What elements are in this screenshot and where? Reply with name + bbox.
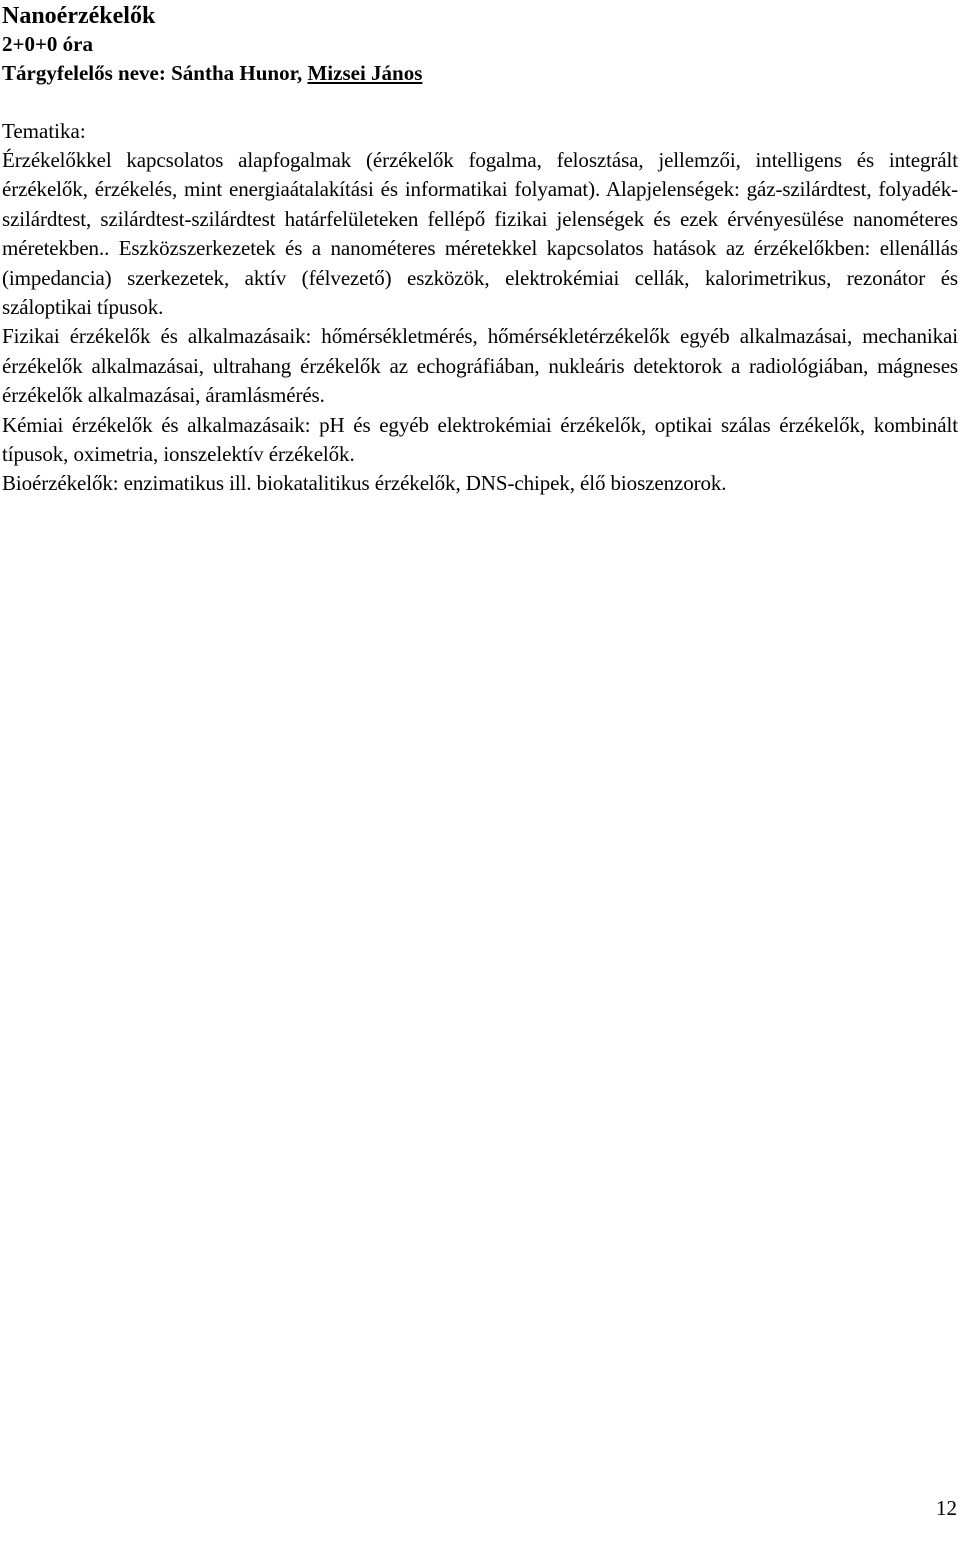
section-spacer	[2, 88, 958, 117]
responsible-underlined-name: Mizsei János	[307, 61, 423, 85]
course-title: Nanoérzékelők	[2, 3, 156, 29]
topic-paragraph-chemical-sensors: Kémiai érzékelők és alkalmazásaik: pH és egyéb elektrokémiai érzékelők, optikai szálas érzékelők, kombinált típusok, oximetria, ionszelektív érzékelők.	[2, 412, 958, 467]
responsible-label: Tárgyfelelős neve: Sántha Hunor,	[2, 61, 308, 85]
topic-paragraph-biosensors: Bioérzékelők: enzimatikus ill. biokatalitikus érzékelők, DNS-chipek, élő bioszenzorok.	[2, 471, 727, 496]
course-hours: 2+0+0 óra	[2, 32, 94, 56]
page-number: 12	[936, 1496, 957, 1520]
topic-paragraph-physical-sensors: Fizikai érzékelők és alkalmazásaik: hőmérsékletmérés, hőmérsékletérzékelők egyéb alkalmazásai, mechanikai érzékelők alkalmazásai, ultrahang érzékelők az echográfiában, nukleáris detektorok a radiológiában, mágneses érzékelők alkalmazásai, áramlásmérés.	[2, 324, 958, 408]
course-responsible	[2, 59, 958, 88]
topic-label: Tematika:	[2, 119, 86, 143]
document-page	[2, 0, 958, 499]
topic-paragraph-basics: Érzékelőkkel kapcsolatos alapfogalmak (érzékelők fogalma, felosztása, jellemzői, intelligens és integrált érzékelők, érzékelés, mint energiaátalakítási és informatikai folyamat). Alapjelenségek: gáz-szilárdtest, folyadék-szilárdtest, szilárdtest-szilárdtest határfelületeken fellépő fizikai jelenségek és ezek érvényesülése nanométeres méretekben.. Eszközszerkezetek és a nanométeres méretekkel kapcsolatos hatások az érzékelőkben: ellenállás (impedancia) szerkezetek, aktív (félvezető) eszközök, elektrokémiai cellák, kalorimetrikus, rezonátor és száloptikai típusok.	[2, 148, 958, 320]
